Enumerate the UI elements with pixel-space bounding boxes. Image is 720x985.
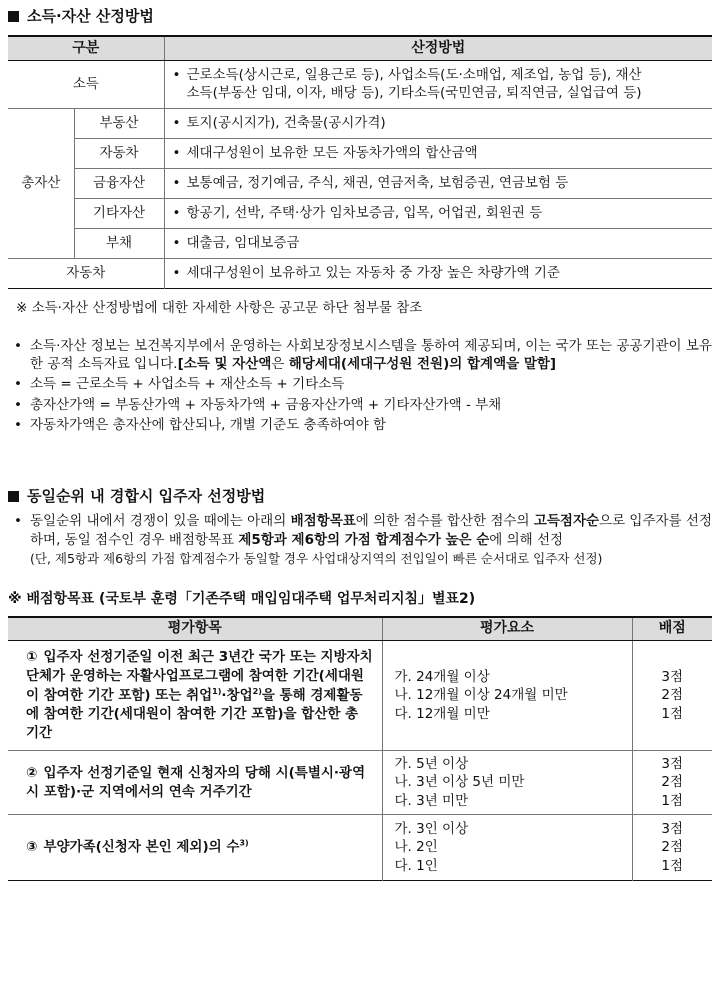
- eval-item-3: ③ 부양가족(신청자 본인 제외)의 수$^{3)}$: [8, 815, 382, 881]
- total-assets-label: 총자산: [8, 108, 74, 258]
- asset-label-debt: 부채: [74, 228, 164, 258]
- section1-bullets: [8, 337, 712, 434]
- criteria-2: 가. 5년 이상 나. 3년 이상 5년 미만 다. 3년 미만: [382, 751, 632, 815]
- header-score: 배점: [632, 617, 712, 641]
- document-page: [0, 6, 720, 985]
- income-asset-table: [8, 35, 712, 289]
- list-item: • 소득 = 근로소득 + 사업소득 + 재산소득 + 기타소득: [14, 376, 345, 393]
- header-category: 구분: [8, 36, 164, 60]
- car-label: 자동차: [8, 258, 164, 288]
- list-item: • 소득·자산 정보는 보건복지부에서 운영하는 사회보장정보시스템을 통하여 제공되며, 이는 국가 또는 공공기관이 보유한 공적 소득자료 입니다.[소득 및 자산액은 해당세대(세대구성원 전원)의 합계액을 말함]: [14, 337, 712, 373]
- asset-label-car: 자동차: [74, 138, 164, 168]
- section2-title: 동일순위 내 경합시 입주자 선정방법: [27, 487, 266, 506]
- list-item: • 총자산가액 = 부동산가액 + 자동차가액 + 금융자산가액 + 기타자산가액 - 부채: [14, 396, 502, 413]
- asset-label-other: 기타자산: [74, 198, 164, 228]
- list-item: • 동일순위 내에서 경쟁이 있을 때에는 아래의 배점항목표에 의한 점수를 합산한 점수의 고득점자순으로 입주자를 선정하며, 동일 점수인 경우 배점항목표 제5항과 제6항의 가점 합계점수가 높은 순에 의해 선정: [14, 513, 712, 548]
- asset-value-financial: • 보통예금, 정기예금, 주식, 채권, 연금저축, 보험증권, 연금보험 등: [164, 168, 712, 198]
- asset-value-car: • 세대구성원이 보유한 모든 자동차가액의 합산금액: [164, 138, 712, 168]
- scoring-table: [8, 616, 712, 882]
- car-value: • 세대구성원이 보유하고 있는 자동차 중 가장 높은 차량가액 기준: [164, 258, 712, 288]
- scoring-table-title: ※ 배점항목표 (국토부 훈령「기존주택 매입임대주택 업무처리지침」별표2): [8, 590, 476, 607]
- list-item: • 자동차가액은 총자산에 합산되나, 개별 기준도 충족하여야 함: [14, 416, 387, 433]
- asset-value-other: • 항공기, 선박, 주택·상가 임차보증금, 입목, 어업권, 회원권 등: [164, 198, 712, 228]
- square-bullet-icon: [8, 491, 19, 502]
- section1-title: 소득·자산 산정방법: [27, 7, 154, 25]
- scores-3: 3점 2점 1점: [632, 815, 712, 881]
- section2-heading: [8, 486, 712, 506]
- scores-1: 3점 2점 1점: [632, 641, 712, 751]
- section1-heading: [8, 6, 712, 26]
- eval-item-1: ① 입주자 선정기준일 이전 최근 3년간 국가 또는 지방자치단체가 운영하는 자활사업프로그램에 참여한 기간(세대원이 참여한 기간 포함) 또는 취업$^{1)}$·창업$^{2)}$을 통해 경제활동에 참여한 기간(세대원이 참여한 기간 포함)을 합산한 총 기간: [8, 641, 382, 751]
- header-method: 산정방법: [164, 36, 712, 60]
- square-bullet-icon: [8, 11, 19, 22]
- income-value: • 근로소득(상시근로, 일용근로 등), 사업소득(도·소매업, 제조업, 농업 등), 재산 소득(부동산 임대, 이자, 배당 등), 기타소득(국민연금, 퇴직연금, 실업급여 등): [164, 60, 712, 108]
- income-label: 소득: [8, 60, 164, 108]
- asset-label-financial: 금융자산: [74, 168, 164, 198]
- asset-value-realestate: • 토지(공시지가), 건축물(공시가격): [164, 108, 712, 138]
- asset-label-realestate: 부동산: [74, 108, 164, 138]
- header-eval-criteria: 평가요소: [382, 617, 632, 641]
- header-eval-item: 평가항목: [8, 617, 382, 641]
- reference-note: ※ 소득·자산 산정방법에 대한 자세한 사항은 공고문 하단 첨부물 참조: [16, 299, 423, 316]
- scores-2: 3점 2점 1점: [632, 751, 712, 815]
- eval-item-2: ② 입주자 선정기준일 현재 신청자의 당해 시(특별시·광역시 포함)·군 지역에서의 연속 거주기간: [8, 751, 382, 815]
- section2-body: [8, 512, 712, 567]
- criteria-3: 가. 3인 이상 나. 2인 다. 1인: [382, 815, 632, 881]
- paren-note: (단, 제5항과 제6항의 가점 합계점수가 동일할 경우 사업대상지역의 전입일이 빠른 순서대로 입주자 선정): [30, 550, 603, 566]
- asset-value-debt: • 대출금, 임대보증금: [164, 228, 712, 258]
- criteria-1: 가. 24개월 이상 나. 12개월 이상 24개월 미만 다. 12개월 미만: [382, 641, 632, 751]
